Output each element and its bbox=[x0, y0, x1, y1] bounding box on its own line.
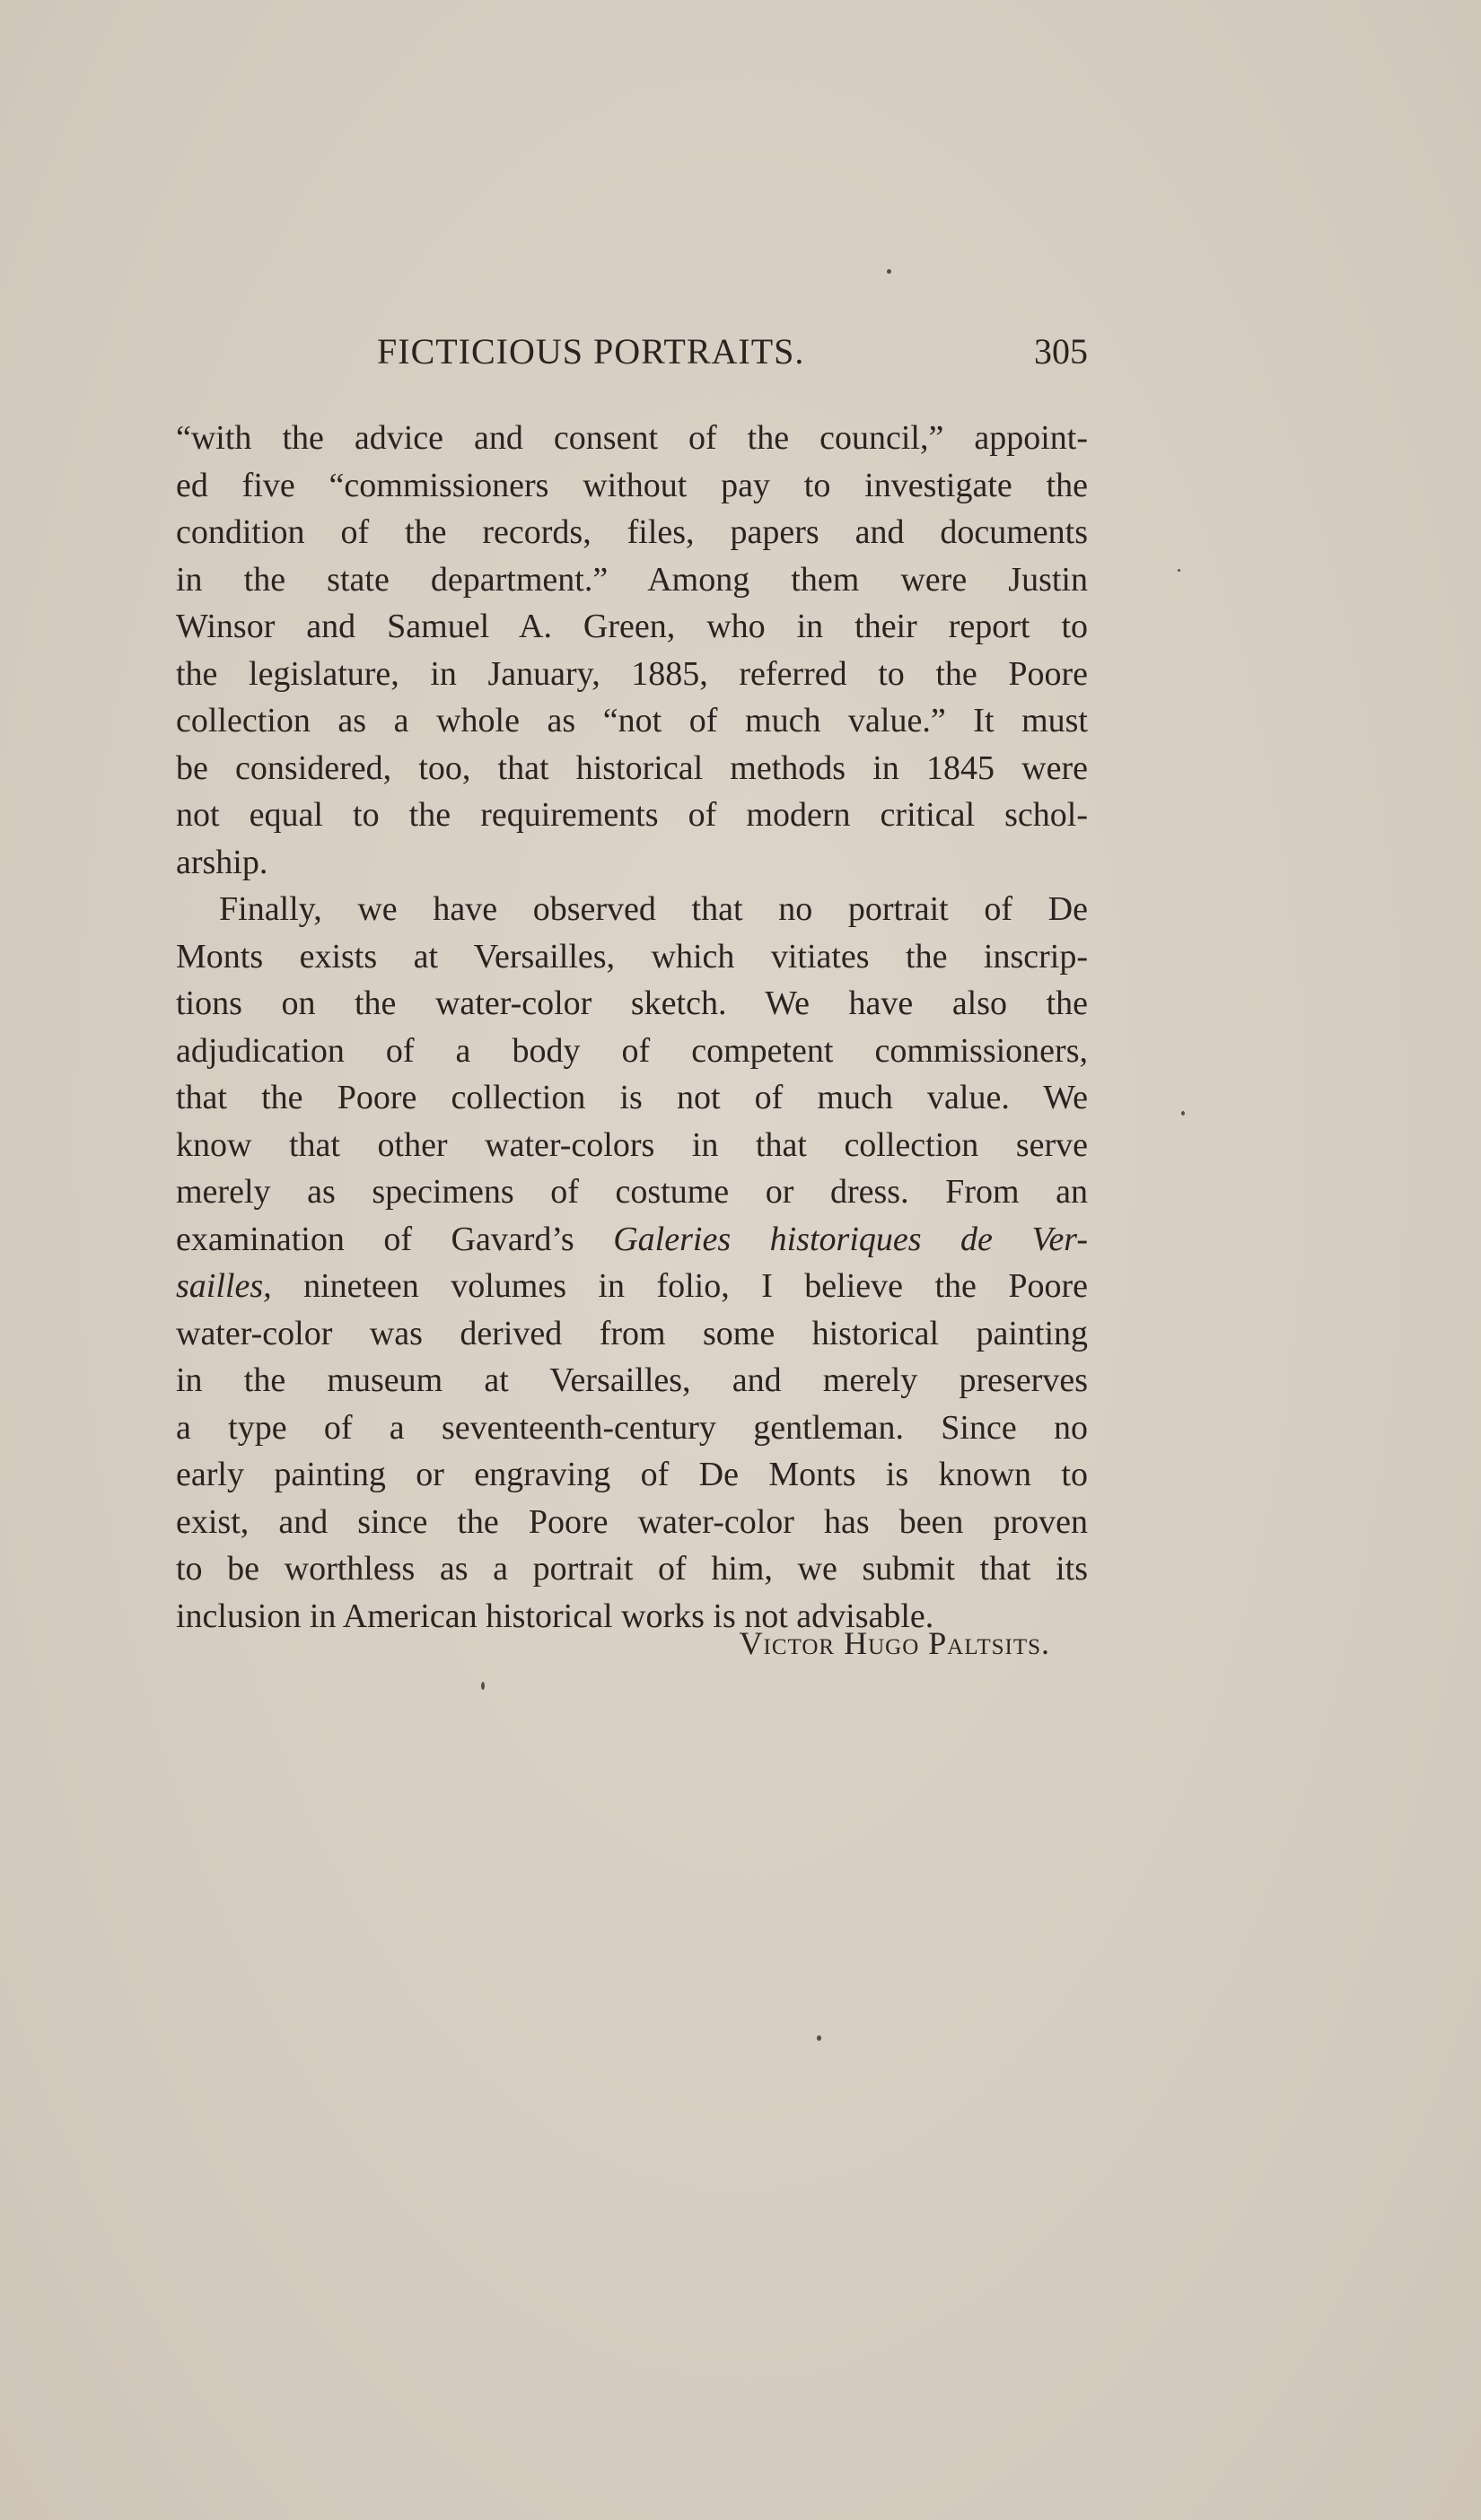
text-line: adjudication of a body of competent commissioners, bbox=[176, 1031, 1088, 1070]
body-text bbox=[176, 415, 1088, 1640]
page-number: 305 bbox=[1034, 331, 1088, 372]
paper-speck bbox=[887, 269, 891, 274]
text-line: know that other water-colors in that collection serve bbox=[176, 1125, 1088, 1164]
text-line: early painting or engraving of De Monts is known to bbox=[176, 1456, 1088, 1493]
text-line bbox=[176, 1263, 1088, 1310]
running-head-title: FICTICIOUS PORTRAITS. bbox=[377, 331, 805, 372]
text-line: to be worthless as a portrait of him, we submit that its bbox=[176, 1550, 1088, 1588]
paragraph bbox=[176, 415, 1088, 886]
italic-book-title: sailles, bbox=[176, 1267, 272, 1305]
text-line: “with the advice and consent of the council,” appoint- bbox=[176, 419, 1088, 457]
running-head bbox=[176, 330, 1091, 384]
text-segment: nineteen volumes in folio, I believe the Poore bbox=[271, 1267, 1088, 1305]
text-line: in the state department.” Among them were Justin bbox=[176, 560, 1088, 599]
text-line: exist, and since the Poore water-color has been proven bbox=[176, 1502, 1088, 1541]
text-line: arship. bbox=[176, 843, 268, 881]
italic-book-title: Galeries historiques de Ver- bbox=[613, 1220, 1088, 1258]
text-line: water-color was derived from some historical painting bbox=[176, 1314, 1088, 1352]
text-line: a type of a seventeenth-century gentleman. Since no bbox=[176, 1408, 1088, 1447]
text-line: Finally, we have observed that no portrait of De bbox=[219, 890, 1088, 928]
text-line: collection as a whole as “not of much value.” It must bbox=[176, 702, 1088, 739]
text-line: that the Poore collection is not of much value. We bbox=[176, 1079, 1088, 1116]
text-line: merely as specimens of costume or dress. From an bbox=[176, 1173, 1088, 1211]
text-line: condition of the records, files, papers and documents bbox=[176, 513, 1088, 551]
text-line: not equal to the requirements of modern critical schol- bbox=[176, 796, 1088, 834]
text-segment: examination of Gavard’s bbox=[176, 1220, 614, 1258]
paper-speck bbox=[1181, 1111, 1185, 1116]
text-line: Winsor and Samuel A. Green, who in their report to bbox=[176, 608, 1088, 645]
text-line: ed five “commissioners without pay to investigate the bbox=[176, 466, 1088, 504]
paper-speck bbox=[1178, 569, 1180, 572]
paper-speck bbox=[817, 2035, 821, 2041]
text-line: inclusion in American historical works is not advisable. bbox=[176, 1597, 934, 1635]
author-signature: Victor Hugo Paltsits. bbox=[739, 1625, 1050, 1661]
text-line: the legislature, in January, 1885, referred to the Poore bbox=[176, 654, 1088, 693]
text-line bbox=[176, 1216, 1088, 1264]
text-line: Monts exists at Versailles, which vitiates the inscrip- bbox=[176, 937, 1088, 976]
text-line: tions on the water-color sketch. We have also the bbox=[176, 984, 1088, 1022]
text-line: in the museum at Versailles, and merely preserves bbox=[176, 1361, 1088, 1399]
paragraph bbox=[176, 886, 1088, 1640]
text-line: be considered, too, that historical methods in 1845 were bbox=[176, 748, 1088, 787]
paper-speck bbox=[481, 1682, 485, 1690]
